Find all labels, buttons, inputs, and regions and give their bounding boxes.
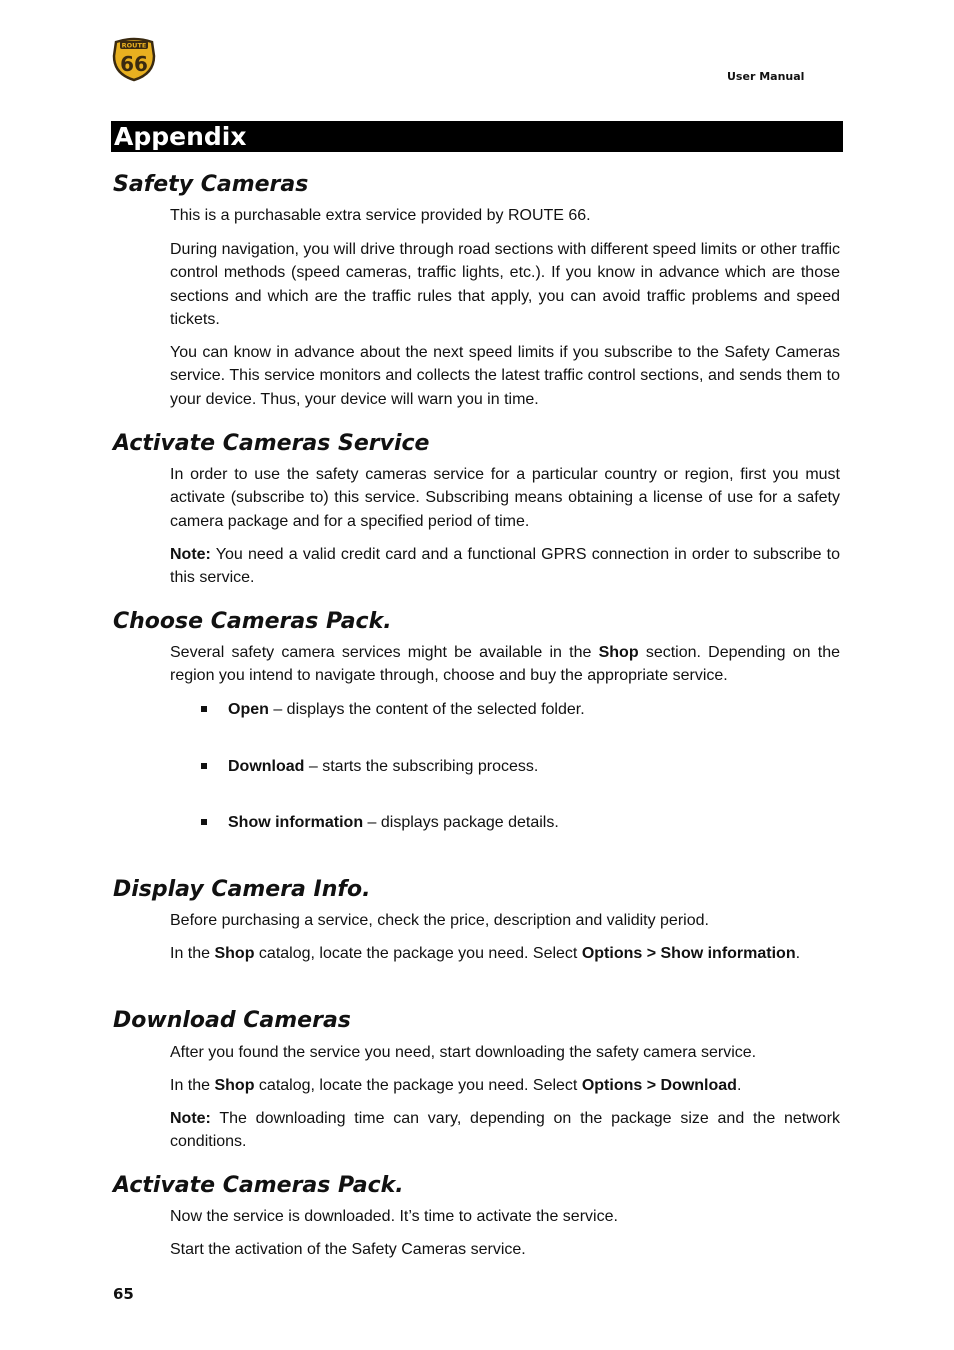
bullet-square-icon	[201, 819, 207, 825]
heading-safety-cameras: Safety Cameras	[113, 172, 309, 197]
text-span: In the	[170, 945, 215, 962]
route66-shield-icon	[110, 34, 158, 82]
note-label: Note:	[170, 546, 211, 563]
list-item-download	[201, 755, 539, 778]
bullet-label: Show information	[228, 814, 364, 831]
activate-pack-paragraph-2: Start the activation of the Safety Cameras service.	[170, 1241, 526, 1258]
route66-logo	[110, 34, 158, 82]
safety-paragraph-3: You can know in advance about the next speed limits if you subscribe to the Safety Cameras service. This service monitors and collects the latest traffic control sections, and sends them to your device. Thus, your device will warn you in time.	[170, 344, 840, 408]
display-info-paragraph-2	[170, 942, 840, 965]
bullet-label: Open	[228, 701, 269, 718]
bullet-square-icon	[201, 706, 207, 712]
options-path: Options > Download	[581, 1077, 737, 1094]
text-span: catalog, locate the package you need. Select	[254, 1077, 582, 1094]
download-paragraph-2	[170, 1074, 840, 1097]
bullet-text: – displays package details.	[363, 814, 559, 831]
logo-number: 66	[120, 52, 148, 76]
heading-choose-cameras-pack: Choose Cameras Pack.	[113, 609, 392, 634]
note-text: You need a valid credit card and a functional GPRS connection in order to subscribe to this service.	[170, 546, 840, 587]
logo-badge-text: ROUTE	[121, 41, 147, 50]
heading-activate-cameras-pack: Activate Cameras Pack.	[113, 1173, 404, 1198]
text-span: In the	[170, 1077, 215, 1094]
shop-term: Shop	[598, 644, 639, 661]
heading-display-camera-info: Display Camera Info.	[113, 877, 371, 902]
text-span: .	[736, 1077, 742, 1094]
page-number: 65	[113, 1285, 134, 1303]
activate-pack-paragraph-1: Now the service is downloaded. It’s time to activate the service.	[170, 1208, 618, 1225]
heading-download-cameras: Download Cameras	[113, 1008, 351, 1033]
text-span: catalog, locate the package you need. Select	[254, 945, 582, 962]
heading-activate-cameras-service: Activate Cameras Service	[113, 431, 430, 456]
activate-service-note	[170, 543, 840, 590]
bullet-label: Download	[228, 758, 305, 775]
safety-paragraph-2: During navigation, you will drive through road sections with different speed limits or other traffic control methods (speed cameras, traffic lights, etc.). If you know in advance which are those sections and which are the traffic rules that apply, you can avoid traffic problems and speed tickets.	[170, 241, 840, 328]
text-span: section. Depending on the region you intend to navigate through, choose and buy the appropriate service.	[170, 644, 841, 685]
display-info-paragraph-1: Before purchasing a service, check the price, description and validity period.	[170, 912, 709, 929]
shop-term: Shop	[214, 945, 255, 962]
user-manual-label: User Manual	[727, 70, 805, 83]
options-path: Options > Show information	[581, 945, 796, 962]
list-item-show-information	[201, 811, 559, 834]
note-label: Note:	[170, 1110, 211, 1127]
bullet-text: – displays the content of the selected folder.	[268, 701, 585, 718]
download-note	[170, 1107, 840, 1154]
activate-service-paragraph: In order to use the safety cameras service for a particular country or region, first you must activate (subscribe to) this service. Subscribing means obtaining a license of use for a safety camera package and for a specified period of time.	[170, 466, 840, 530]
note-text: The downloading time can vary, depending on the package size and the network conditions.	[170, 1110, 840, 1151]
text-span: .	[795, 945, 801, 962]
choose-pack-paragraph	[170, 641, 840, 688]
bullet-square-icon	[201, 763, 207, 769]
download-paragraph-1: After you found the service you need, start downloading the safety camera service.	[170, 1044, 757, 1061]
bullet-text: – starts the subscribing process.	[304, 758, 539, 775]
safety-paragraph-1: This is a purchasable extra service provided by ROUTE 66.	[170, 207, 591, 224]
text-span: Several safety camera services might be available in the	[170, 644, 599, 661]
shop-term: Shop	[214, 1077, 255, 1094]
list-item-open	[201, 698, 585, 721]
page-title: Appendix	[111, 121, 843, 152]
